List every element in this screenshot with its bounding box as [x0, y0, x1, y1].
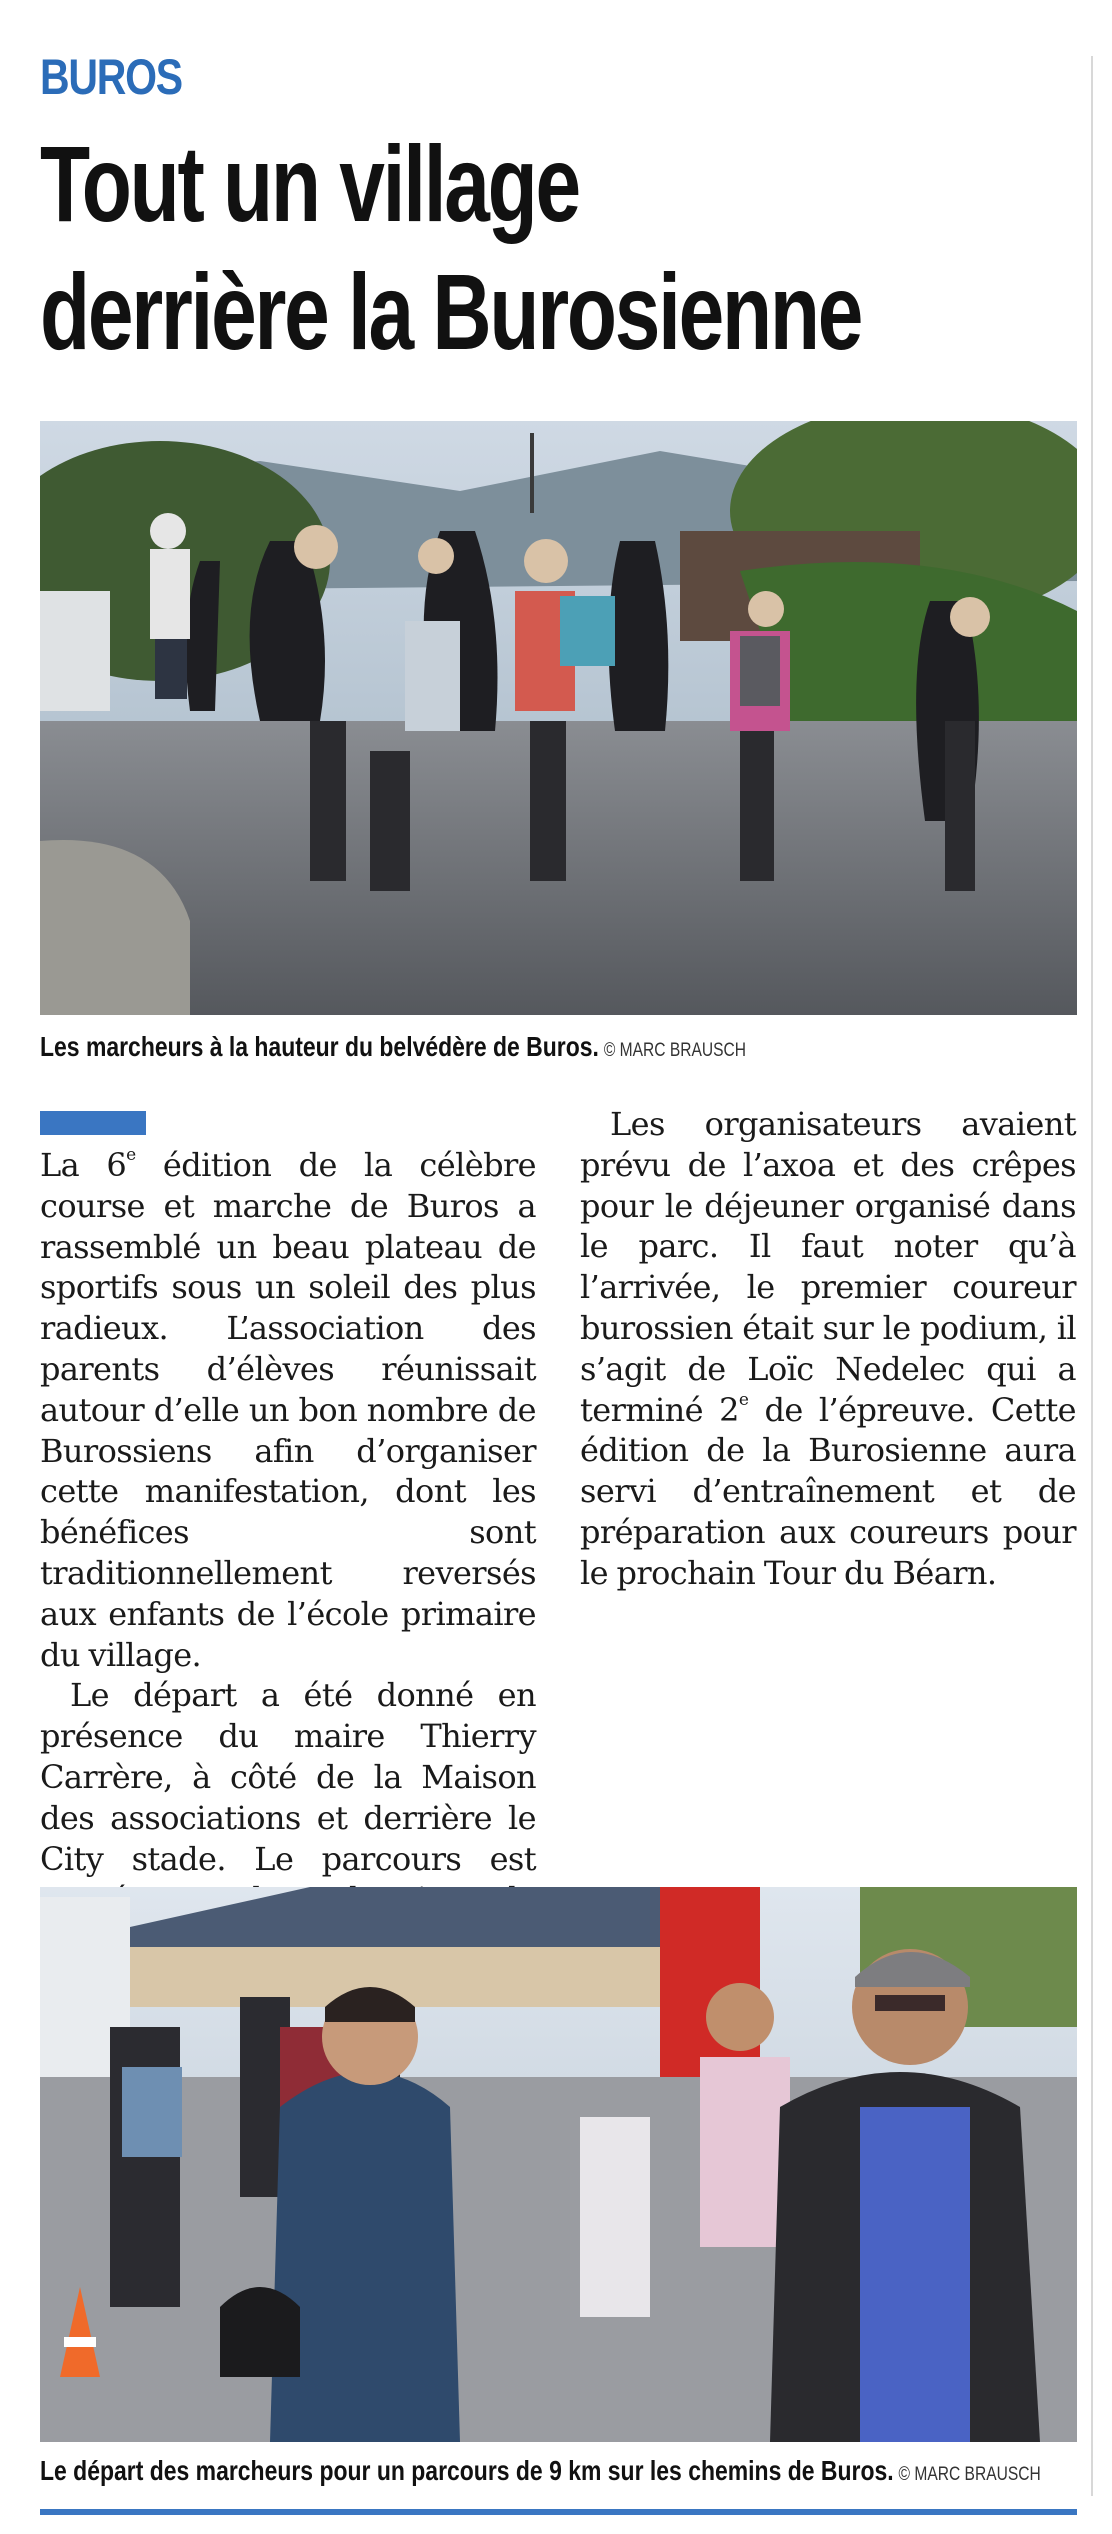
- caption-text: Les marcheurs à la hauteur du belvédère de Buros.: [40, 1031, 599, 1062]
- p1-start: La 6: [40, 1146, 127, 1184]
- photo-credit: © MARC BRAUSCH: [603, 1040, 747, 1061]
- paragraph-3: [580, 1104, 1076, 1594]
- p3-rest: de l’épreuve. Cette édition de la Burosienne aura servi d’entraînement et de préparation aux coureurs pour le prochain Tour du Béarn.: [580, 1390, 1076, 1592]
- start-photo-image: [40, 1887, 1077, 2442]
- column-rule: [1091, 56, 1093, 2496]
- paragraph-1: [40, 1145, 536, 1675]
- bottom-rule: [40, 2509, 1077, 2515]
- section-kicker: BUROS: [40, 49, 182, 105]
- photo-credit: © MARC BRAUSCH: [898, 2464, 1041, 2485]
- walkers-photo-image: [40, 421, 1077, 1015]
- article-headline: [40, 120, 1028, 376]
- headline-line-1: Tout un village: [40, 123, 579, 244]
- headline-line-2: derrière la Burosienne: [40, 251, 862, 372]
- p3-start: Les organisateurs avaient prévu de l’axoa et des crêpes pour le déjeuner organisé dans le parc. Il faut noter qu’à l’arrivée, le premier coureur burossien était sur le podium, il s’agit de Loïc Nedelec qui a terminé 2: [580, 1105, 1076, 1429]
- walkers-photo: [40, 421, 1077, 1015]
- caption-text: Le départ des marcheurs pour un parcours de 9 km sur les chemins de Buros.: [40, 2455, 894, 2486]
- article-column-right: [580, 1104, 1076, 1594]
- ordinal-sup: e: [738, 1389, 749, 1410]
- p2-text: Le départ a été donné en présence du maire Thierry Carrère, à côté de la Maison des associations et derrière le City stade. Le parcours est: [40, 1676, 536, 1878]
- photo-caption: [40, 1031, 746, 1063]
- start-photo: [40, 1887, 1077, 2442]
- article-accent-bar: [40, 1111, 146, 1135]
- ordinal-sup: e: [126, 1145, 136, 1165]
- photo-caption: [40, 2455, 1041, 2487]
- p1-rest: édition de la célèbre course et marche de Buros a rassemblé un beau plateau de sportifs sous un soleil des plus radieux. L’association des parents d’élèves réunissait autour d’elle un bon nombre de Burossiens afin d’organiser cette manifestation, dont les bénéfices sont traditionnellement reversés aux enfants de l’école primaire du village.: [40, 1146, 536, 1674]
